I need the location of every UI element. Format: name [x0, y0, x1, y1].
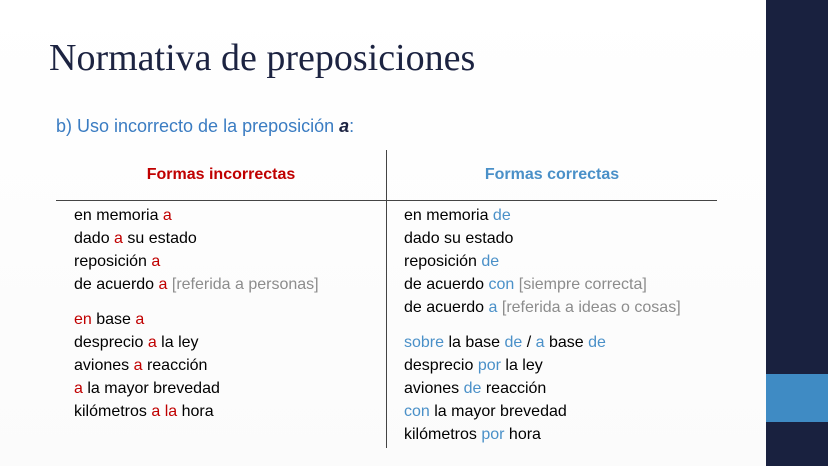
list-item: [404, 423, 681, 446]
incorrect-preposition: a: [114, 230, 123, 247]
phrase-text: de acuerdo: [74, 276, 159, 293]
correct-group-1: [404, 204, 681, 319]
list-item: [404, 400, 681, 423]
list-item: [74, 400, 319, 423]
incorrect-preposition: a: [151, 253, 161, 270]
phrase-text: dado su estado: [404, 230, 514, 247]
slide-subtitle: [56, 116, 354, 137]
list-item: [74, 227, 319, 250]
phrase-text: hora: [177, 403, 214, 420]
list-item: [404, 250, 681, 273]
incorrect-forms-list: [74, 204, 319, 423]
list-item: [404, 296, 681, 319]
list-item: [404, 227, 681, 250]
list-item: [404, 204, 681, 227]
usage-note: [siempre correcta]: [514, 276, 647, 293]
incorrect-preposition: a: [133, 357, 143, 374]
phrase-text: reposición: [74, 253, 152, 270]
correct-preposition: de: [463, 380, 482, 397]
phrase-text: en memoria: [74, 207, 163, 224]
correct-forms-list: [404, 204, 681, 446]
incorrect-preposition: en: [74, 311, 92, 328]
correct-preposition: a: [535, 334, 545, 351]
list-item: [74, 308, 319, 331]
phrase-text: base: [544, 334, 589, 351]
incorrect-preposition: a la: [151, 403, 178, 420]
correct-preposition: sobre: [404, 334, 445, 351]
phrase-text: reposición: [404, 253, 482, 270]
phrase-text: reacción: [142, 357, 208, 374]
phrase-text: la base: [444, 334, 505, 351]
correct-preposition: con: [404, 403, 430, 420]
correct-group-2: [404, 331, 681, 446]
correct-preposition: de: [492, 207, 511, 224]
phrase-text: base: [91, 311, 136, 328]
incorrect-preposition: a: [135, 311, 145, 328]
phrase-text: aviones: [404, 380, 464, 397]
list-item: [404, 331, 681, 354]
correct-preposition: a: [488, 299, 498, 316]
incorrect-group-2: [74, 308, 319, 423]
phrase-text: de acuerdo: [404, 299, 489, 316]
correct-preposition: por: [477, 357, 501, 374]
list-item: [404, 354, 681, 377]
phrase-text: aviones: [74, 357, 134, 374]
slide-title: Normativa de preposiciones: [49, 37, 476, 79]
list-item: [404, 273, 681, 296]
list-item: [74, 331, 319, 354]
phrase-text: en memoria: [404, 207, 493, 224]
incorrect-preposition: a: [147, 334, 157, 351]
correct-preposition: de: [481, 253, 500, 270]
list-item: [74, 204, 319, 227]
phrase-text: dado: [74, 230, 115, 247]
list-item: [74, 354, 319, 377]
phrase-text: reacción: [481, 380, 547, 397]
phrase-text: desprecio: [74, 334, 148, 351]
header-correct-forms: Formas correctas: [484, 166, 620, 183]
subtitle-preposition: a: [339, 116, 350, 136]
list-item: [74, 273, 319, 296]
group-spacer: [404, 319, 681, 331]
subtitle-suffix: :: [349, 116, 355, 136]
subtitle-prefix: b) Uso incorrecto de la preposición: [56, 116, 340, 136]
incorrect-preposition: a: [162, 207, 172, 224]
phrase-text: /: [522, 334, 536, 351]
phrase-text: la ley: [500, 357, 543, 374]
header-incorrect-forms: Formas incorrectas: [146, 166, 296, 183]
phrase-text: kilómetros: [404, 426, 482, 443]
phrase-text: la mayor brevedad: [82, 380, 220, 397]
list-item: [404, 377, 681, 400]
phrase-text: su estado: [122, 230, 197, 247]
phrase-text: kilómetros: [74, 403, 152, 420]
phrase-text: hora: [504, 426, 541, 443]
phrase-text: desprecio: [404, 357, 478, 374]
phrase-text: de acuerdo: [404, 276, 489, 293]
correct-preposition: por: [481, 426, 505, 443]
usage-note: [referida a ideas o cosas]: [497, 299, 681, 316]
incorrect-preposition: a: [74, 380, 83, 397]
usage-note: [referida a personas]: [167, 276, 319, 293]
incorrect-group-1: [74, 204, 319, 296]
group-spacer: [74, 296, 319, 308]
sidebar-accent-block: [766, 374, 828, 422]
list-item: [74, 250, 319, 273]
list-item: [74, 377, 319, 400]
correct-preposition: con: [488, 276, 515, 293]
correct-preposition: de: [588, 334, 606, 351]
incorrect-preposition: a: [158, 276, 168, 293]
phrase-text: la mayor brevedad: [429, 403, 567, 420]
correct-preposition: de: [504, 334, 523, 351]
table-column-divider: [386, 150, 387, 448]
phrase-text: la ley: [156, 334, 199, 351]
